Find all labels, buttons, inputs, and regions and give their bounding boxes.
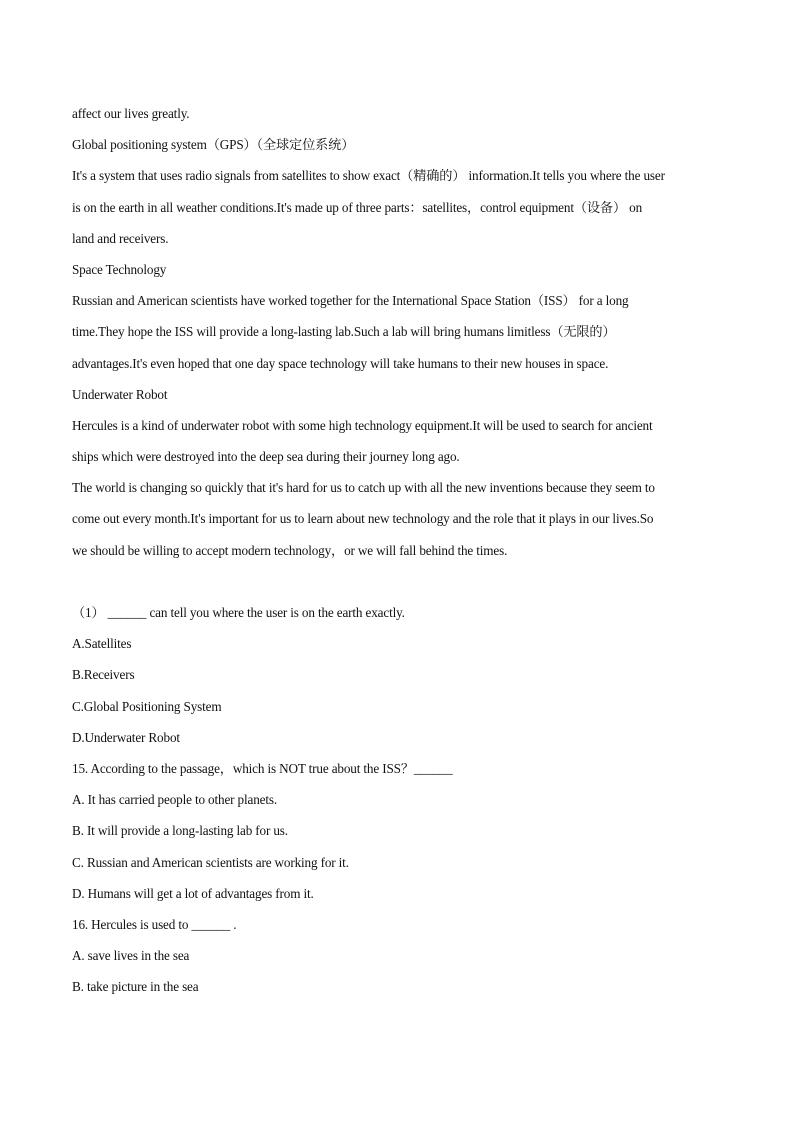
passage-line: we should be willing to accept modern technology，or we will fall behind the times. [72,542,508,558]
section-heading-gps: Global positioning system（GPS）（全球定位系统） [72,137,355,153]
document-page [72,98,732,1002]
passage-line: advantages.It's even hoped that one day space technology will take humans to their new houses in space. [72,355,609,371]
passage-line: affect our lives greatly. [72,106,190,121]
question-list [72,597,732,1002]
answer-option: C. Russian and American scientists are working for it. [72,854,349,870]
passage-line: time.They hope the ISS will provide a long-lasting lab.Such a lab will bring humans limitless（无限的） [72,324,616,340]
passage-line: land and receivers. [72,230,169,246]
answer-option: A. save lives in the sea [72,948,190,964]
passage-line: Hercules is a kind of underwater robot with some high technology equipment.It will be used to search for ancient [72,417,653,433]
passage-line: is on the earth in all weather conditions.It's made up of three parts：satellites，control equipment（设备） on [72,199,643,215]
answer-option: C.Global Positioning System [72,698,222,714]
question-15: 15. According to the passage，which is NOT true about the ISS？______ [72,760,453,776]
answer-option: D. Humans will get a lot of advantages from it. [72,885,314,901]
question-16: 16. Hercules is used to ______ . [72,916,237,932]
answer-option: A. It has carried people to other planets. [72,792,277,808]
spacer [72,566,732,597]
passage-line: It's a system that uses radio signals from satellites to show exact（精确的） information.It tells you where the user [72,168,665,184]
question-1: （1） ______ can tell you where the user is on the earth exactly. [72,605,405,620]
section-heading-underwater-robot: Underwater Robot [72,386,168,402]
answer-option: A.Satellites [72,636,132,652]
passage-line: Russian and American scientists have worked together for the International Space Station（ISS） for a long [72,293,629,309]
reading-passage [72,98,732,566]
passage-line: The world is changing so quickly that it's hard for us to catch up with all the new inventions because they seem to [72,480,655,496]
answer-option: B.Receivers [72,667,135,683]
answer-option: B. It will provide a long-lasting lab for us. [72,823,288,839]
passage-line: ships which were destroyed into the deep sea during their journey long ago. [72,449,460,465]
passage-line: come out every month.It's important for us to learn about new technology and the role that it plays in our lives.So [72,511,654,527]
section-heading-space-technology: Space Technology [72,261,167,277]
answer-option: B. take picture in the sea [72,979,199,995]
answer-option: D.Underwater Robot [72,729,180,745]
